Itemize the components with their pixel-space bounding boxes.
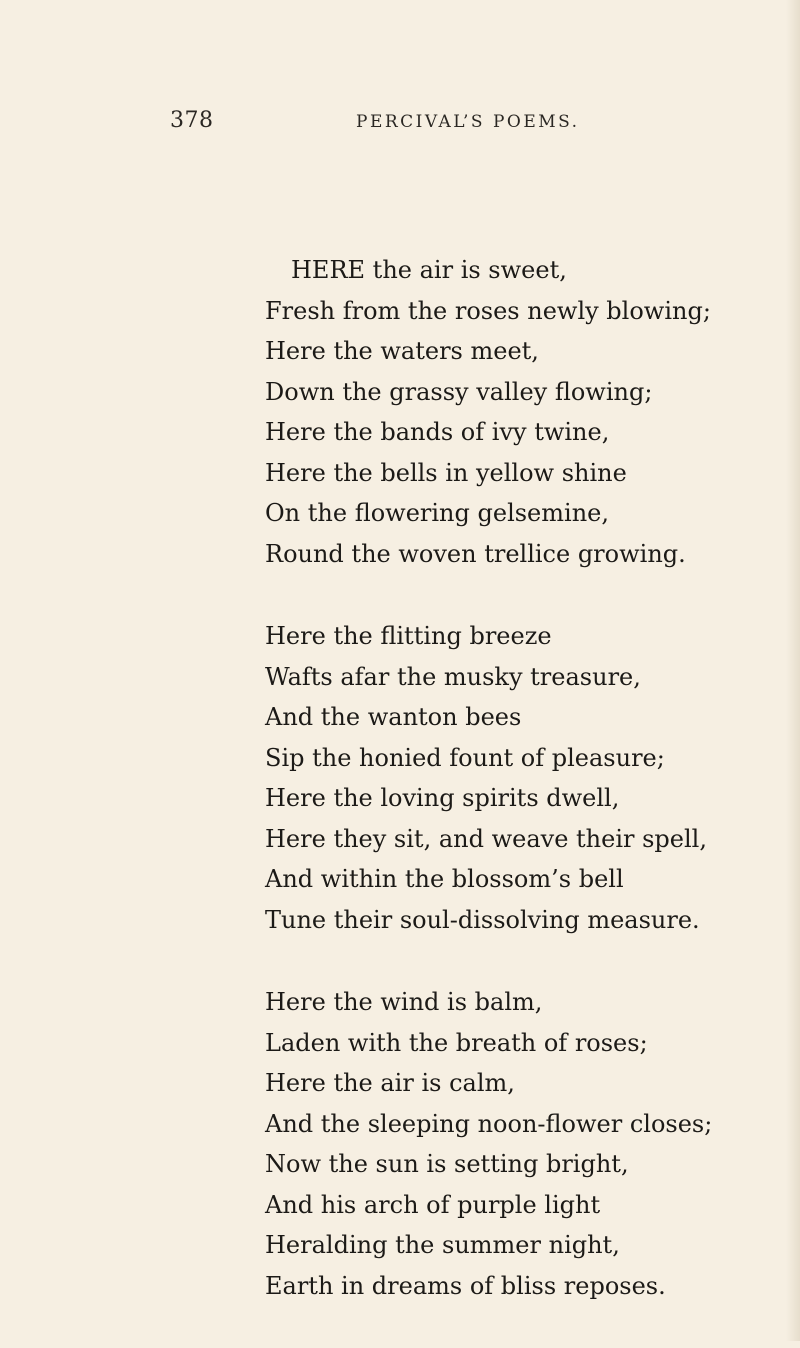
poem-line: Sip the honied fount of pleasure; <box>265 743 665 772</box>
running-header: PERCIVAL’S POEMS. <box>356 112 580 132</box>
poem <box>265 250 785 1348</box>
poem-line: HERE the air is sweet, <box>291 256 567 284</box>
page-edge-shadow <box>786 0 800 1341</box>
stanza-1 <box>265 250 785 574</box>
stanza-2 <box>265 616 785 940</box>
poem-line: Wafts afar the musky treasure, <box>265 662 641 691</box>
poem-line: Heralding the summer night, <box>265 1231 620 1259</box>
poem-line: And the sleeping noon-flower closes; <box>265 1109 713 1138</box>
poem-line: Here they sit, and weave their spell, <box>265 824 707 853</box>
poem-line: On the flowering gelsemine, <box>265 499 609 527</box>
poem-line: Here the bells in yellow shine <box>265 458 627 487</box>
poem-line: And his arch of purple light <box>265 1190 601 1219</box>
page-number: 378 <box>170 108 214 133</box>
poem-line: Here the waters meet, <box>265 337 539 365</box>
poem-line: Tune their soul-dissolving measure. <box>265 905 700 934</box>
poem-line: Here the bands of ivy twine, <box>265 418 610 446</box>
poem-line: Earth in dreams of bliss reposes. <box>265 1271 666 1300</box>
poem-line: Laden with the breath of roses; <box>265 1028 648 1057</box>
poem-line: And the wanton bees <box>265 703 522 731</box>
poem-line: And within the blossom’s bell <box>265 865 624 893</box>
poem-line: Fresh from the roses newly blowing; <box>265 296 711 325</box>
poem-line: Here the wind is balm, <box>265 988 543 1016</box>
poem-line: Here the air is calm, <box>265 1069 515 1097</box>
poem-line: Here the flitting breeze <box>265 622 552 650</box>
poem-line: Down the grassy valley flowing; <box>265 377 653 406</box>
poem-line: Round the woven trellice growing. <box>265 539 686 568</box>
poem-line: Here the loving spirits dwell, <box>265 784 620 812</box>
stanza-3 <box>265 982 785 1306</box>
poem-line: Now the sun is setting bright, <box>265 1150 629 1178</box>
